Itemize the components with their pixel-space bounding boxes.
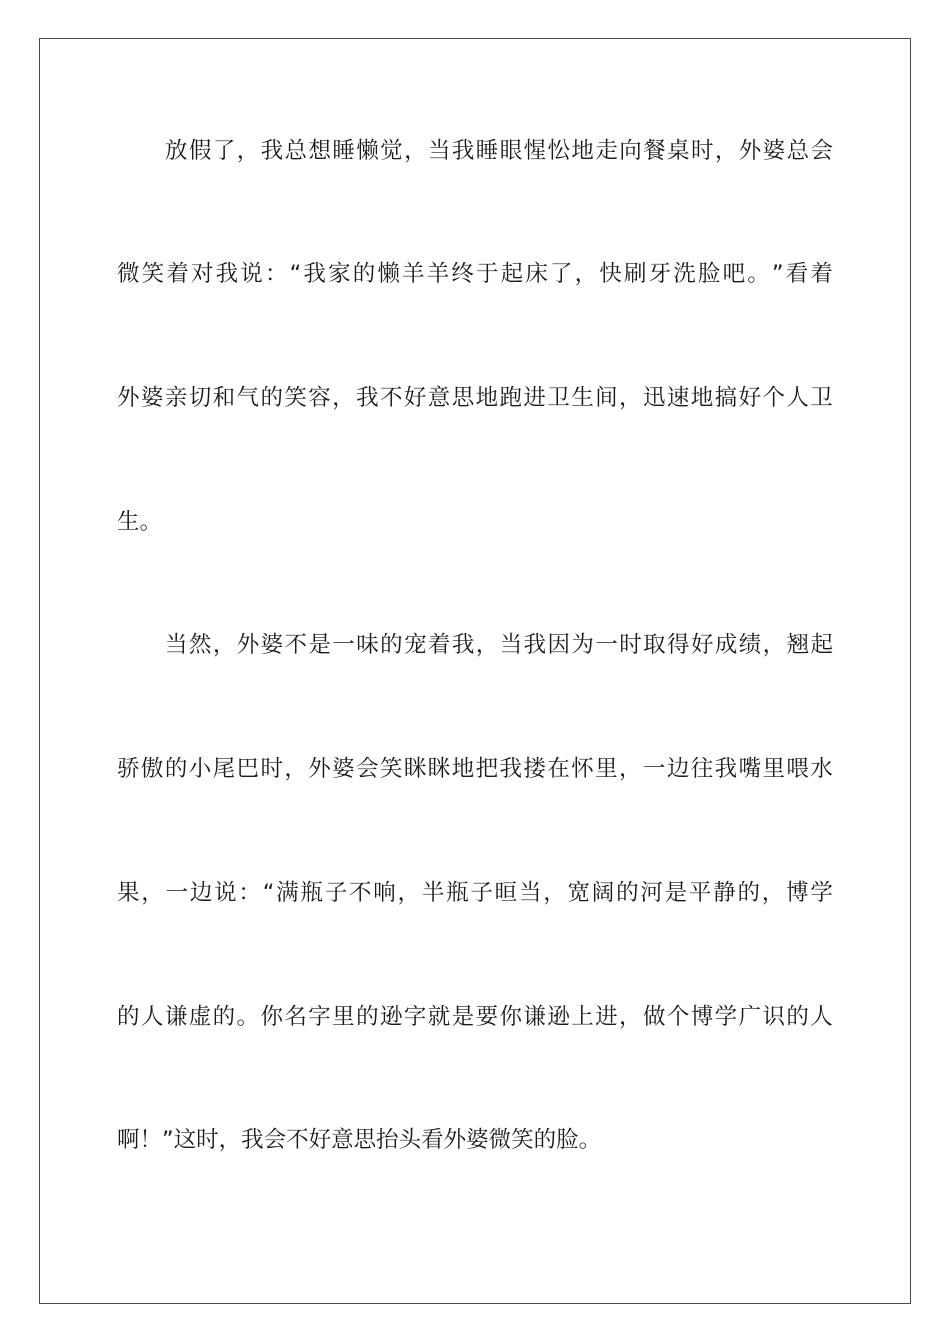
text-line: 当 然 ， 外 婆 不 是 一 味 的 宠 着 我 ， 当 我 因 为 一 时 取 得 好 成 绩 ， 翘 起 [165, 632, 833, 658]
text-line: 骄 傲 的 小 尾 巴 时 ， 外 婆 会 笑 眯 眯 地 把 我 搂 在 怀 里 ， 一 边 往 我 嘴 里 喂 水 [117, 756, 833, 782]
text-line: 放 假 了 ， 我 总 想 睡 懒 觉 ， 当 我 睡 眼 惺 忪 地 走 向 餐 桌 时 ， 外 婆 总 会 [165, 138, 833, 164]
text-line: 果 ， 一 边 说 ： “ 满 瓶 子 不 响 ， 半 瓶 子 晅 当 ， 宽 阔 的 河 是 平 静 的 ， 博 学 [117, 880, 833, 906]
text-line: 的 人 谦 虚 的 。 你 名 字 里 的 逊 字 就 是 要 你 谦 逊 上 进 ， 做 个 博 学 广 识 的 人 [117, 1004, 833, 1030]
text-line: 啊！”这时，我会不好意思抬头看外婆微笑的脸。 [117, 1127, 602, 1153]
text-line: 微 笑 着 对 我 说 ： “ 我 家 的 懒 羊 羊 终 于 起 床 了 ， 快 刷 牙 洗 脸 吧 。 ” 看 着 [117, 261, 833, 287]
text-line: 外 婆 亲 切 和 气 的 笑 容 ， 我 不 好 意 思 地 跑 进 卫 生 间 ， 迅 速 地 搞 好 个 人 卫 [117, 385, 833, 411]
text-line: 生。 [117, 509, 163, 535]
page-border [39, 38, 911, 1304]
